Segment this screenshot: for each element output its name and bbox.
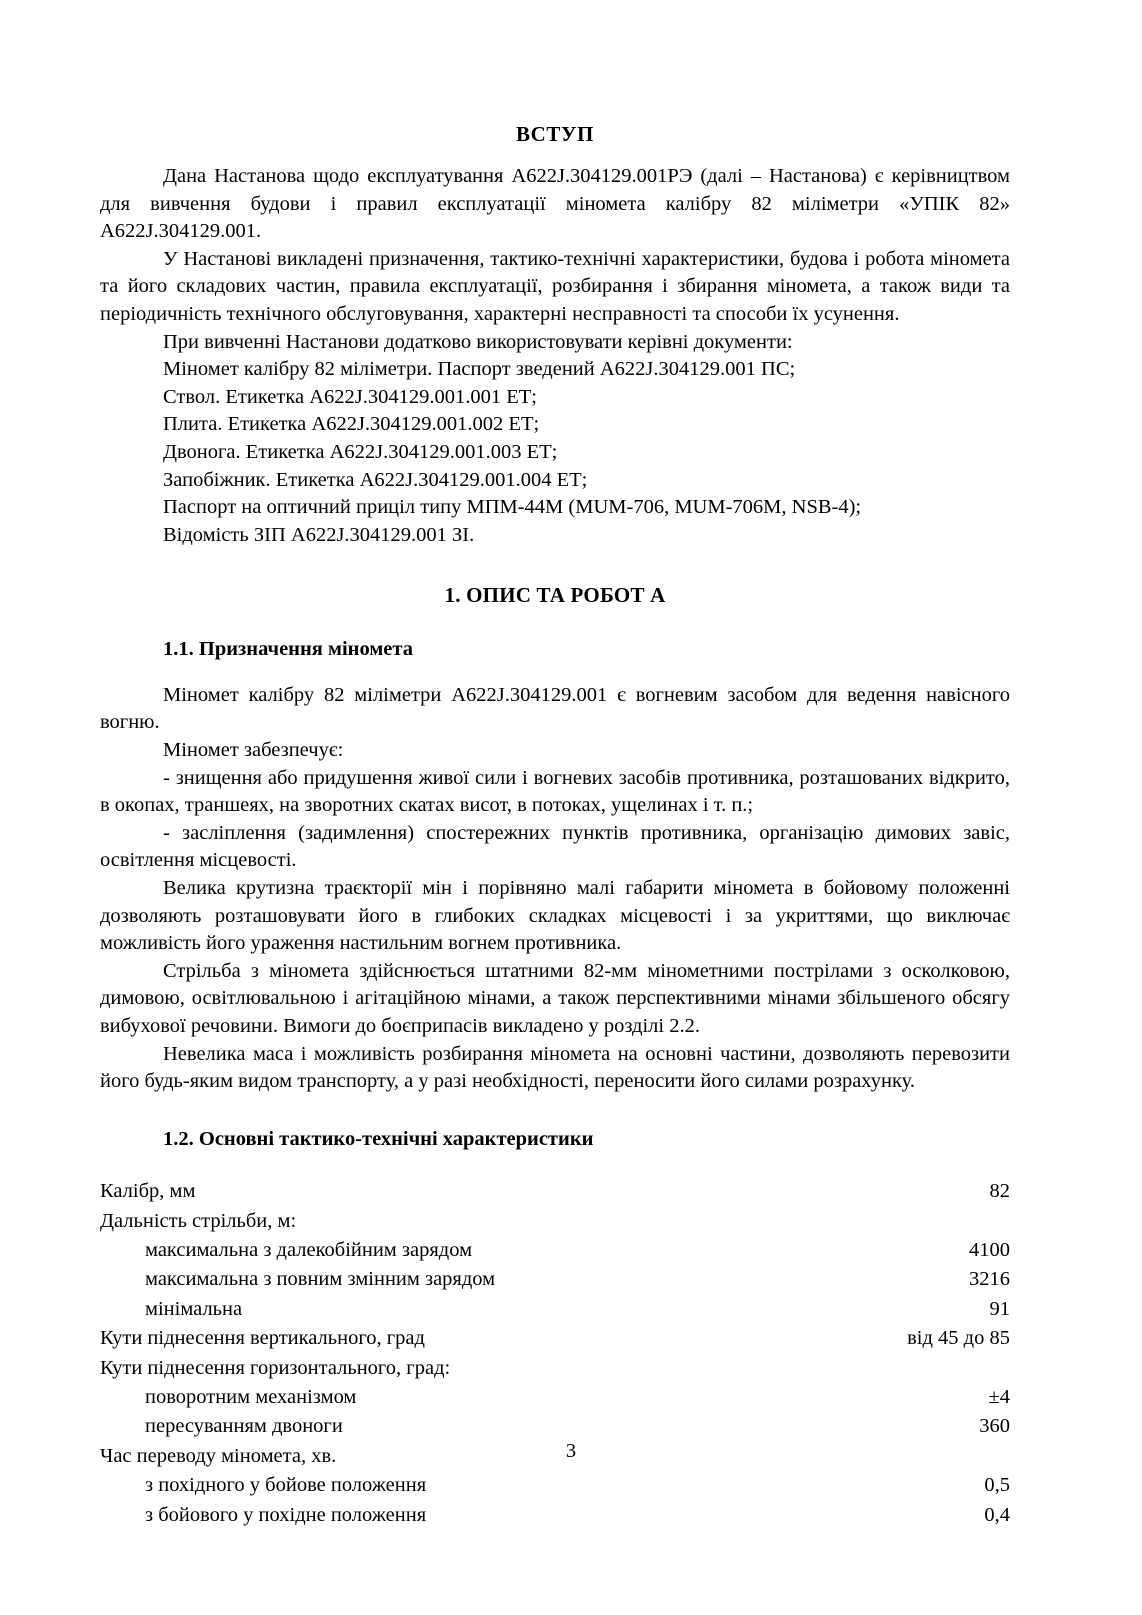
spec-label: з бойового у похідне положення	[145, 1503, 427, 1526]
spec-row	[100, 1354, 1010, 1383]
spec-value: ±4	[988, 1386, 1010, 1409]
spec-row	[100, 1501, 1010, 1530]
reference-document-item: Міномет калібру 82 міліметри. Паспорт зведений А622J.304129.001 ПС;	[163, 358, 796, 381]
spec-row	[100, 1265, 1010, 1294]
reference-document-item: Відомість ЗІП А622J.304129.001 ЗІ.	[163, 523, 475, 546]
spec-value: 0,4	[984, 1503, 1010, 1526]
spec-label: максимальна з повним змінним зарядом	[145, 1268, 496, 1291]
spec-value: 4100	[969, 1239, 1010, 1262]
body-paragraph-bullet: - засліплення (задимлення) спостережних пунктів противника, організацію димових завіс, освітлення місцевості.	[100, 821, 1010, 872]
spec-row	[100, 1295, 1010, 1324]
spec-value: 360	[979, 1415, 1010, 1438]
body-paragraph-bullet: - знищення або придушення живої сили і вогневих засобів противника, розташованих відкрито, в окопах, траншеях, на зворотних скатах висот, в потоках, ущелинах і т. п.;	[100, 766, 1010, 817]
spec-row	[100, 1236, 1010, 1265]
spec-row	[100, 1207, 1010, 1236]
specifications-list	[100, 1177, 1010, 1530]
subsection-heading-1-1: 1.1. Призначення міномета	[163, 638, 413, 661]
spec-label: пересуванням двоноги	[145, 1415, 343, 1438]
reference-document-item: Ствол. Етикетка А622J.304129.001.001 ЕТ;	[163, 385, 537, 408]
reference-intro: При вивченні Настанови додатково використовувати керівні документи:	[163, 330, 793, 353]
spec-label: мінімальна	[145, 1297, 243, 1320]
spec-value: 82	[989, 1180, 1010, 1203]
spec-label: максимальна з далекобійним зарядом	[145, 1239, 473, 1262]
reference-document-item: Запобіжник. Етикетка А622J.304129.001.004 ЕТ;	[163, 468, 588, 491]
spec-row	[100, 1324, 1010, 1353]
reference-document-item: Плита. Етикетка А622J.304129.001.002 ЕТ;	[163, 413, 540, 436]
spec-label: Дальність стрільби, м:	[100, 1209, 297, 1232]
body-paragraph: Стрільба з міномета здійснюється штатними 82-мм мінометними пострілами з осколковою, димовою, освітлювальною і агітаційною мінами, а також перспективними мінами збільшеного обсягу вибухової речовини. Вимоги до боєприпасів викладено у розділі 2.2.	[100, 959, 1010, 1037]
spec-label: з похідного у бойове положення	[145, 1474, 427, 1497]
intro-paragraph-2: У Настанові викладені призначення, тактико-технічні характеристики, будова і робота міномета та його складових частин, правила експлуатації, розбирання і збирання міномета, а також види та періодичність технічного обслуговування, характерні несправності та способи їх усунення.	[100, 247, 1010, 325]
spec-row	[100, 1471, 1010, 1500]
body-paragraph: Міномет калібру 82 міліметри А622J.304129.001 є вогневим засобом для ведення навісного вогню.	[100, 683, 1010, 734]
page-title: ВСТУП	[516, 122, 594, 146]
reference-document-item: Паспорт на оптичний приціл типу МПМ-44М (MUM-706, MUM-706M, NSB-4);	[163, 496, 862, 519]
spec-label: Кути піднесення вертикального, град	[100, 1327, 425, 1350]
section-heading-1: 1. ОПИС ТА РОБОТ А	[444, 583, 666, 608]
spec-label: Час переводу міномета, хв.	[100, 1444, 337, 1467]
spec-label: Кути піднесення горизонтального, град:	[100, 1356, 451, 1379]
spacer	[100, 660, 1010, 682]
spec-value: 91	[989, 1297, 1010, 1320]
subsection-heading-1-2: 1.2. Основні тактико-технічні характеристики	[163, 1127, 594, 1150]
spec-value: 0,5	[984, 1474, 1010, 1497]
page-content	[100, 124, 1010, 1530]
spec-row	[100, 1412, 1010, 1441]
intro-paragraph-1: Дана Настанова щодо експлуатування А622J.304129.001РЭ (далі – Настанова) є керівництвом для вивчення будови і правил експлуатації міномета калібру 82 міліметри «УПІК 82» А622J.304129.001.	[100, 165, 1010, 243]
reference-document-item: Двонога. Етикетка А622J.304129.001.003 ЕТ;	[163, 440, 558, 463]
body-paragraph: Невелика маса і можливість розбирання міномета на основні частини, дозволяють перевозити його будь-яким видом транспорту, а у разі необхідності, переносити його силами розрахунку.	[100, 1042, 1010, 1093]
spec-label: Калібр, мм	[100, 1180, 196, 1203]
page-number: 3	[565, 1440, 577, 1462]
spec-row	[100, 1383, 1010, 1412]
body-paragraph: Велика крутизна траєкторії мін і порівняно малі габарити міномета в бойовому положенні дозволяють розташовувати його в глибоких складках місцевості і за укриттями, що виключає можливість його ураження настильним вогнем противника.	[100, 876, 1010, 955]
spec-label: поворотним механізмом	[145, 1386, 357, 1409]
spec-value: від 45 до 85	[907, 1327, 1010, 1350]
body-paragraph: Міномет забезпечує:	[163, 739, 344, 761]
spec-row	[100, 1177, 1010, 1206]
spec-value: 3216	[969, 1268, 1010, 1291]
